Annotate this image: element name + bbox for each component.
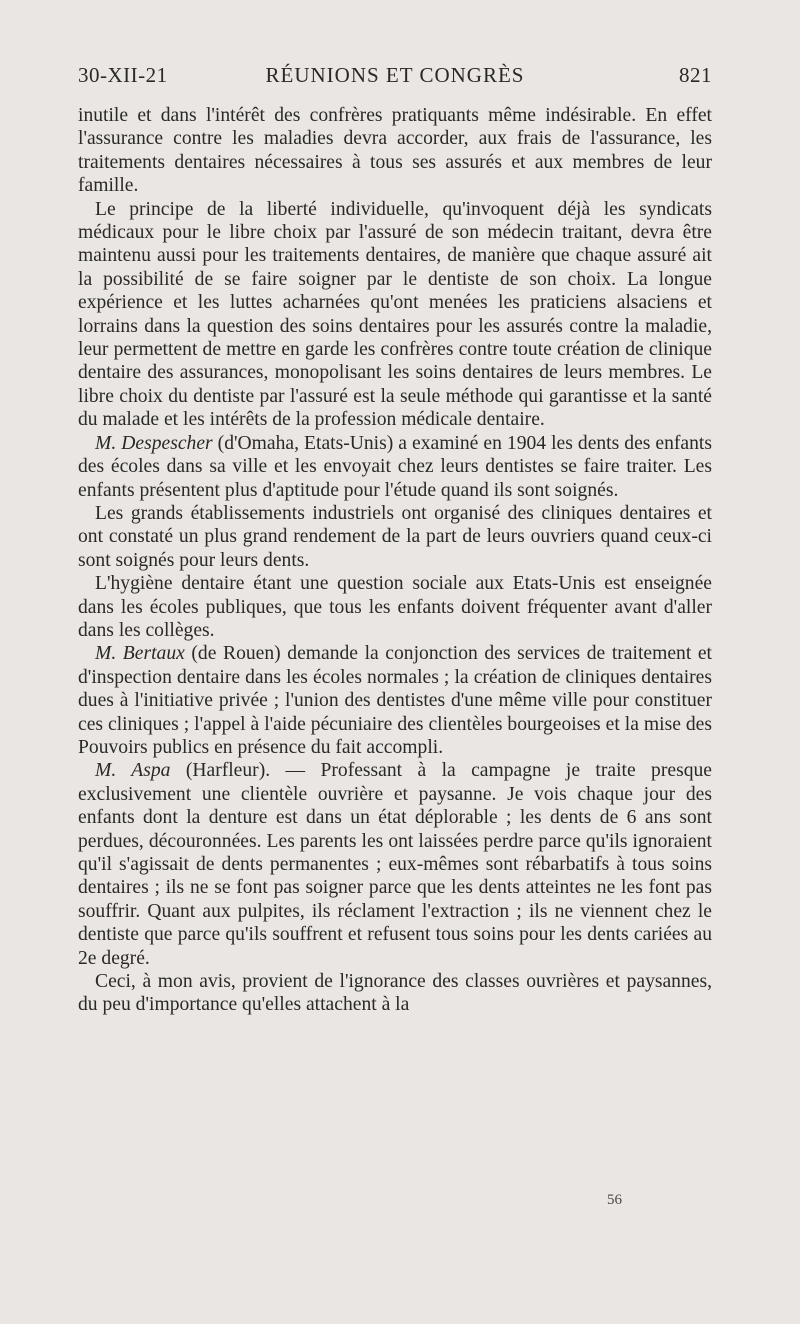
paragraph: M. Despescher (d'Omaha, Etats-Unis) a examiné en 1904 les dents des enfants des écoles dans sa ville et les envoyait chez leurs dentistes se faire traiter. Les enfants présentent plus d'aptitude pour l'étude quand ils sont soignés. — [78, 432, 712, 501]
speaker-name: M. Aspa — [95, 760, 171, 782]
paragraph: Le principe de la liberté individuelle, qu'invoquent déjà les syndicats médicaux pour le libre choix par l'assuré de son médecin traitant, devra être maintenu aussi pour les traitements dentaires, de manière que chaque assuré ait la possibilité de se faire soigner par le dentiste de son choix. La longue expérience et les luttes acharnées qu'ont menées les praticiens alsaciens et lorrains dans la question des soins dentaires pour les assurés contre la maladie, leur permettent de mettre en garde les confrères contre toute création de clinique dentaire des assurances, monopolisant les soins dentaires de leurs membres. Le libre choix du dentiste par l'assuré est la seule méthode qui garantisse et la santé du malade et les intérêts de la profession médicale dentaire. — [78, 198, 712, 431]
paragraph: Ceci, à mon avis, provient de l'ignorance des classes ouvrières et paysannes, du peu d'importance qu'elles attachent à la — [78, 971, 712, 1016]
body-text — [78, 104, 712, 1017]
running-header — [78, 63, 712, 93]
header-title: RÉUNIONS ET CONGRÈS — [265, 63, 525, 87]
header-page-number: 821 — [679, 63, 712, 87]
paragraph: Les grands établissements industriels ont organisé des cliniques dentaires et ont constaté un plus grand rendement de la part de leurs ouvriers quand ceux-ci sont soignés pour leurs dents. — [78, 502, 712, 571]
paragraph: L'hygiène dentaire étant une question sociale aux Etats-Unis est enseignée dans les écoles publiques, que tous les enfants doivent fréquenter avant d'aller dans les collèges. — [78, 573, 712, 641]
paragraph: inutile et dans l'intérêt des confrères pratiquants même indésirable. En effet l'assurance contre les maladies devra accorder, aux frais de l'assurance, les traitements dentaires nécessaires à tous ses assurés et aux membres de leur famille. — [78, 105, 712, 197]
speaker-name: M. Bertaux — [95, 643, 185, 665]
paragraph: M. Bertaux (de Rouen) demande la conjonction des services de traitement et d'inspection dentaire dans les écoles normales ; la création de cliniques dentaires dues à l'initiative privée ; l'union des dentistes d'une même ville pour constituer ces cliniques ; l'appel à l'aide pécuniaire des clientèles bourgeoises et la mise des Pouvoirs publics en présence du fait accompli. — [78, 643, 712, 758]
signature-mark: 56 — [607, 1192, 622, 1208]
header-date: 30-XII-21 — [78, 63, 168, 87]
speaker-name: M. Despescher — [95, 432, 213, 454]
paragraph: M. Aspa (Harfleur). — Professant à la campagne je traite presque exclusivement une clientèle ouvrière et paysanne. Je vois chaque jour des enfants dont la denture est dans un état déplorable ; les dents de 6 ans sont perdues, découronnées. Les parents les ont laissées perdre parce qu'ils ignoraient qu'il s'agissait de dents permanentes ; eux-mêmes sont rébarbatifs à tous soins dentaires ; ils ne se font pas soigner parce que les dents atteintes ne les font pas souffrir. Quant aux pulpites, ils réclament l'extraction ; ils ne viennent chez le dentiste que parce qu'ils souffrent et refusent tous soins pour les dents cariées au 2e degré. — [78, 760, 712, 969]
